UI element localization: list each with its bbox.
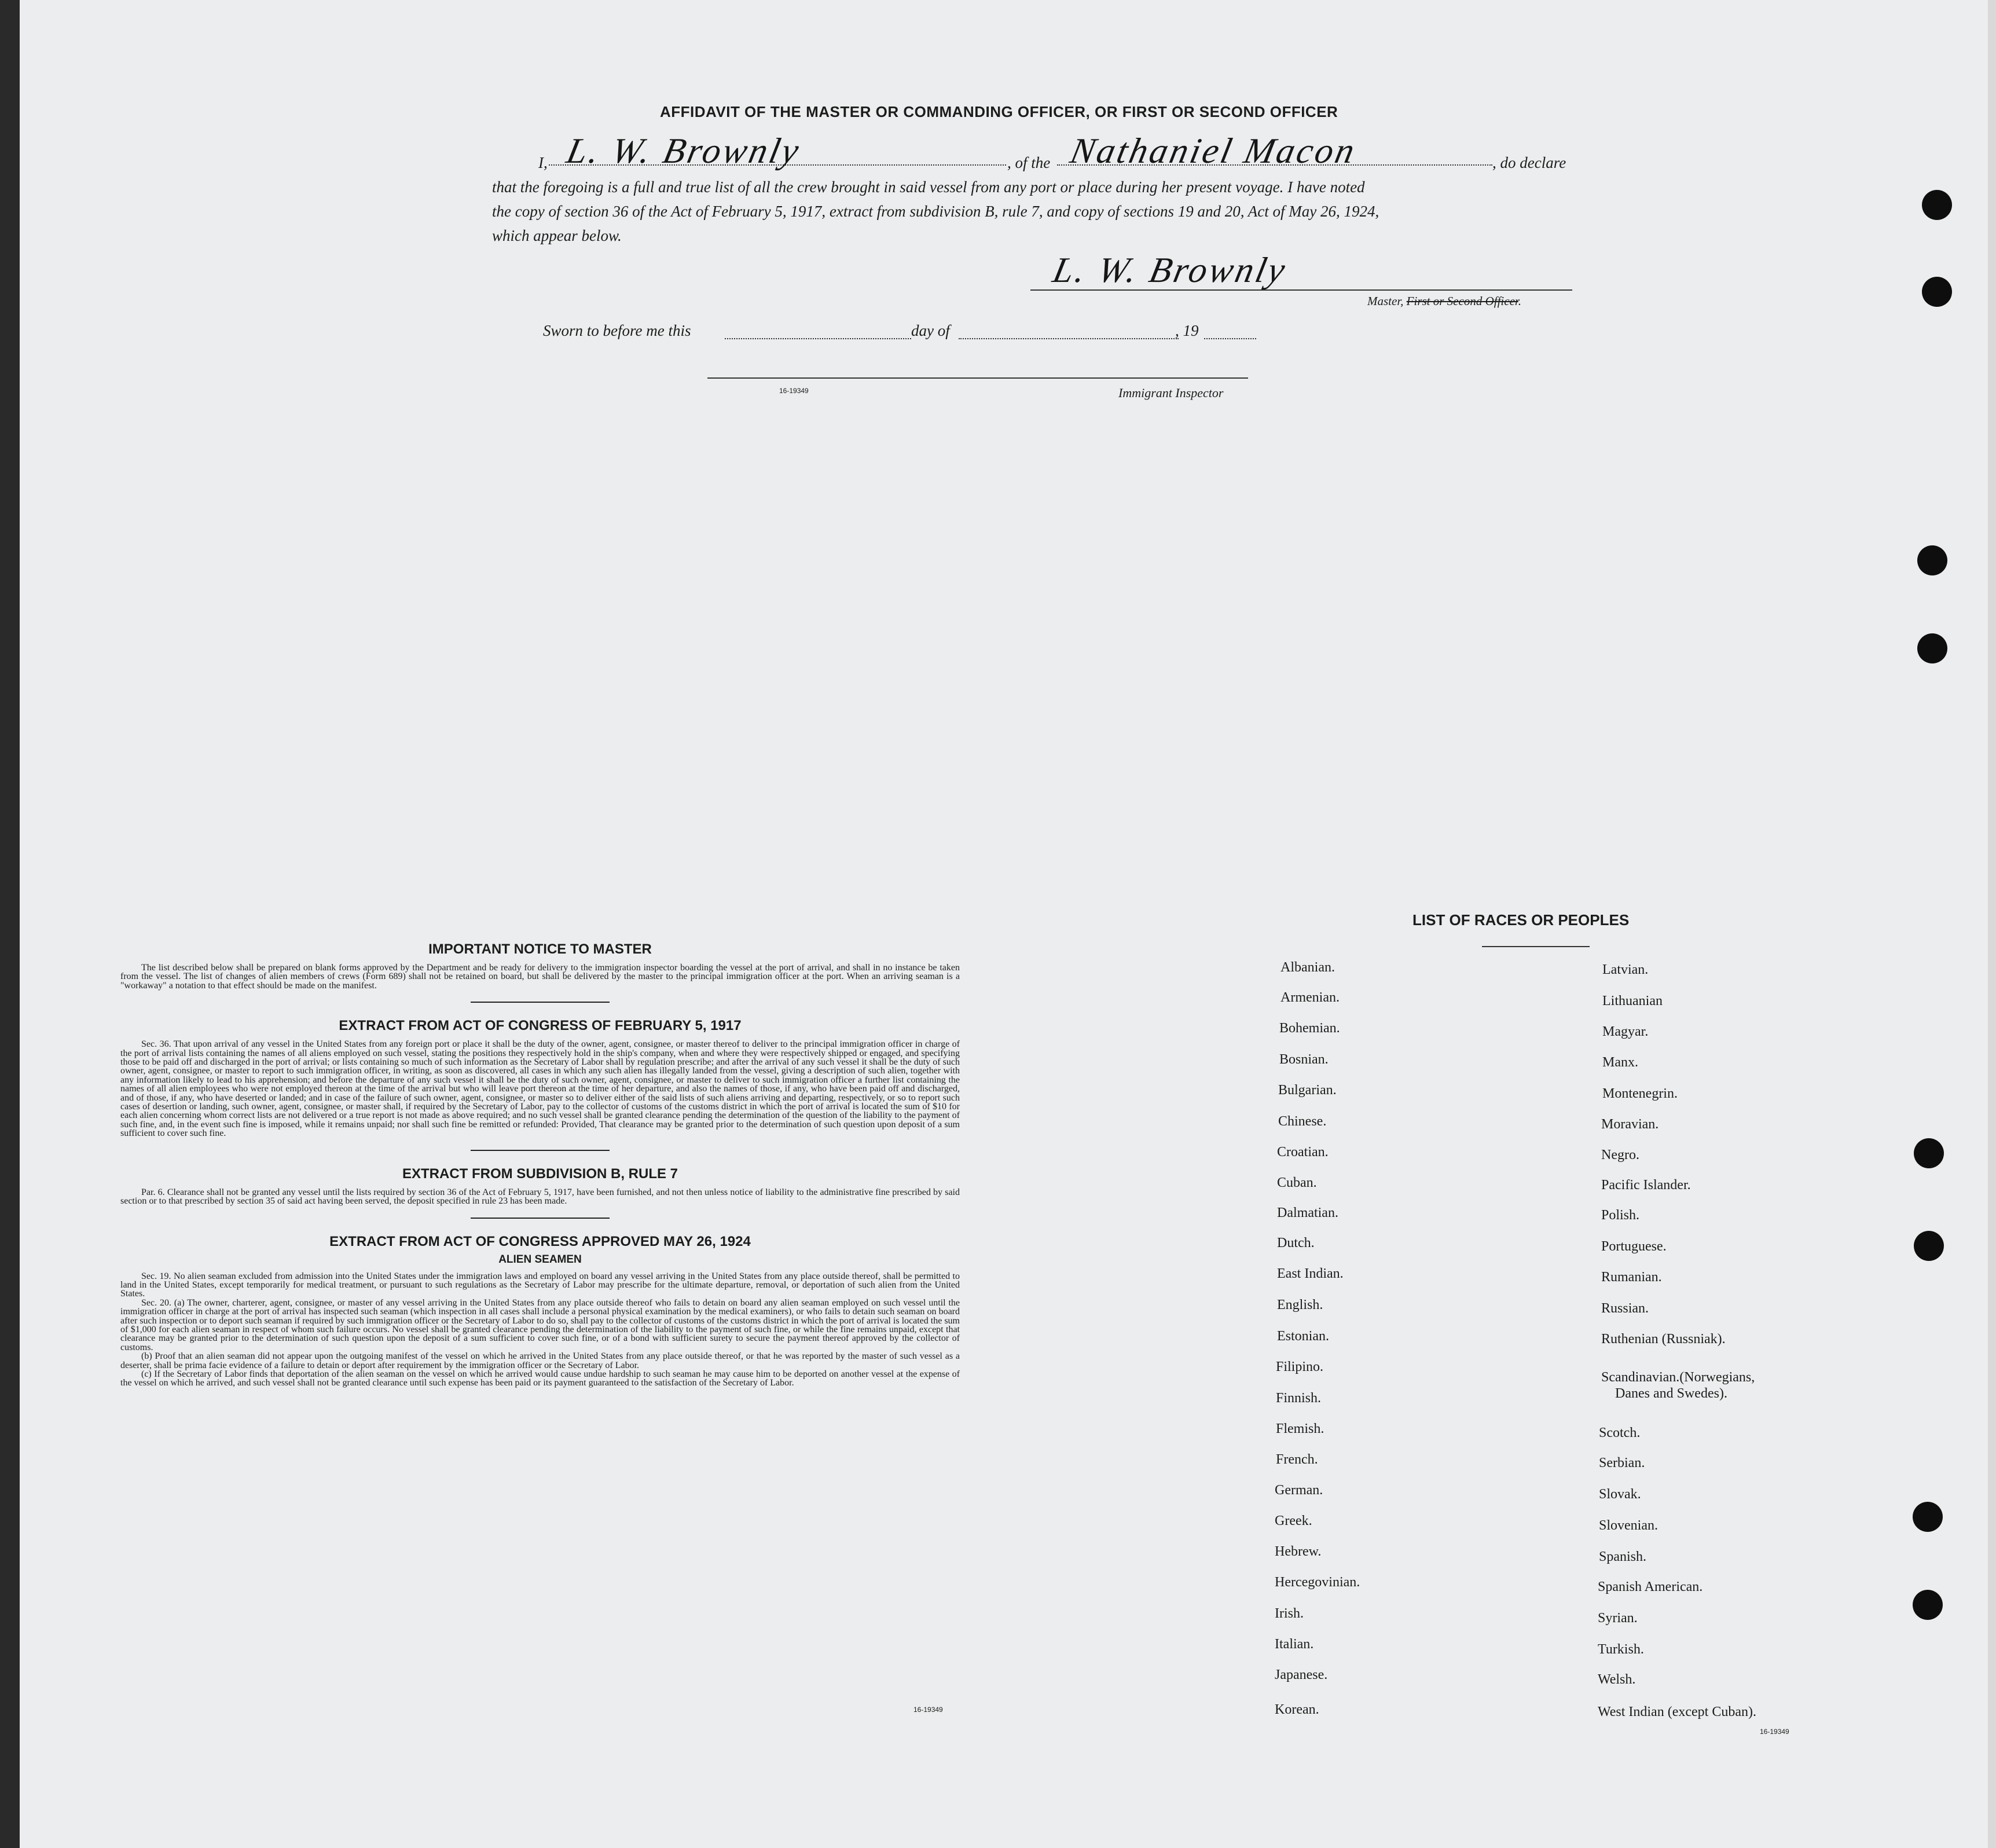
race-item: Slovak. <box>1599 1487 1641 1502</box>
affidavit-i-label: I, <box>538 154 548 171</box>
extract-1917-title: EXTRACT FROM ACT OF CONGRESS OF FEBRUARY 5, 1917 <box>339 1018 742 1034</box>
notice-text: The list described below shall be prepared on blank forms approved by the Department and be ready for delivery to the immigration inspector boarding the vessel at the port of arrival, and shall in no instance be taken from the vessel. The list of changes of alien members of crews (Form 689) shall not be retained on board, but shall be delivered by the master to the principal immigration officer at the port. When an arriving seaman is a "workaway" a notation to that effect should be made on the manifest. <box>120 963 960 991</box>
race-item: Lithuanian <box>1602 993 1663 1009</box>
race-item: Moravian. <box>1601 1117 1659 1132</box>
race-item: German. <box>1275 1483 1323 1498</box>
extract-1924-sec20b: (b) Proof that an alien seaman did not appear upon the outgoing manifest of the vessel on which he arrived in the United States from any place outside thereof, or that he was reported by the master of such vessel as a deserter, shall be prima facie evidence of a failure to detain or deport after requirement by the immigration officer or the Secretary of Labor. <box>120 1351 960 1370</box>
inspector-label: Immigrant Inspector <box>1118 386 1224 400</box>
inspector-signature-line <box>707 377 1248 379</box>
race-item: Syrian. <box>1598 1611 1638 1626</box>
race-item: Scotch. <box>1599 1425 1641 1440</box>
of-the-label: , of the <box>1007 154 1051 171</box>
race-item: Finnish. <box>1276 1391 1322 1406</box>
race-item: Albanian. <box>1280 960 1335 975</box>
signer-role <box>1367 294 1521 309</box>
binder-hole <box>1913 1502 1943 1532</box>
race-item: Bulgarian. <box>1278 1083 1337 1098</box>
extract-rule7-text: Par. 6. Clearance shall not be granted any vessel until the lists required by section 36 of the Act of February 5, 1917, have been furnished, and not then unless notice of liability to the administrative fine prescribed by said section or to that prescribed by section 35 of said act having been served, the deposit specified in rule 23 has been made. <box>120 1187 960 1207</box>
race-item: Serbian. <box>1599 1455 1645 1471</box>
race-item: Bohemian. <box>1279 1021 1340 1036</box>
binder-hole <box>1914 1231 1944 1261</box>
extract-1924-sec20a: Sec. 20. (a) The owner, charterer, agent, consignee, or master of any vessel arriving in the United States from any place outside thereof who fails to detain on board any alien seaman employed on such vessel until the immigration officer in charge at the port of arrival has inspected such seaman (which inspection in all cases shall include a personal physical examination by the medical examiners), or who fails to detain such seaman on board after such inspection or to deport such seaman if required by such immigration officer or the Secretary of Labor to do so, shall pay to the collector of customs of the customs district in which the port of arrival is located the sum of $1,000 for each alien seaman in respect of whom such failure occurs. No vessel shall be granted clearance pending the determination of the liability to the payment of such fine, or while the fine remains unpaid, except that clearance may be granted prior to the determination of such question upon the deposit of a sum sufficient to cover such fine, or of a bond with sufficient surety to secure the payment thereof approved by the collector of customs. <box>120 1297 960 1352</box>
extract-1924-title: EXTRACT FROM ACT OF CONGRESS APPROVED MAY 26, 1924 <box>329 1233 751 1249</box>
affidavit-body-line-2: the copy of section 36 of the Act of February 5, 1917, extract from subdivision B, rule 7, and copy of sections 19 and 20, Act of May 26, 1924, <box>492 203 1379 220</box>
binder-hole <box>1913 1590 1943 1620</box>
binder-hole <box>1922 277 1952 307</box>
race-item: Montenegrin. <box>1602 1086 1678 1101</box>
race-item: Korean. <box>1275 1702 1319 1717</box>
race-item: Chinese. <box>1278 1114 1327 1129</box>
race-item: Ruthenian (Russniak). <box>1601 1332 1726 1347</box>
year-prefix-label: , 19 <box>1175 322 1199 339</box>
binder-hole <box>1917 545 1947 575</box>
binder-hole <box>1917 633 1947 663</box>
signer-role-end: . <box>1518 294 1521 308</box>
signature-line <box>1030 289 1572 291</box>
race-item: Filipino. <box>1276 1359 1324 1374</box>
race-item: Magyar. <box>1602 1024 1649 1039</box>
extracts-form-number: 16-19349 <box>913 1706 943 1714</box>
vessel-name-handwritten: Nathaniel Macon <box>1066 131 1360 171</box>
race-item: Estonian. <box>1277 1329 1329 1344</box>
master-signature: L. W. Brownly <box>1049 251 1291 290</box>
race-item: Italian. <box>1275 1637 1314 1652</box>
race-item: Danes and Swedes). <box>1615 1386 1727 1401</box>
race-item: Polish. <box>1601 1208 1640 1223</box>
race-item: West Indian (except Cuban). <box>1598 1704 1756 1719</box>
race-item: Hebrew. <box>1275 1544 1322 1559</box>
sworn-label: Sworn to before me this <box>543 322 691 339</box>
extract-rule7-title: EXTRACT FROM SUBDIVISION B, RULE 7 <box>402 1165 678 1182</box>
race-item: Russian. <box>1601 1301 1649 1316</box>
extract-1917-text: Sec. 36. That upon arrival of any vessel in the United States from any foreign port or place it shall be the duty of the owner, agent, consignee, or master thereof to deliver to the principal immigration officer in charge of the port of arrival lists containing the names of all aliens employed on such vessel, stating the positions they respectively hold in the ship's company, when and where they were respectively shipped or engaged, and specifying those to be paid off and discharged in the port of arrival; or lists containing so much of such information as the Secretary of Labor shall by regulation prescribe; and after the arrival of any such vessel it shall be the duty of such owner, agent, consignee, or master to report to such immigration officer, in writing, as soon as discovered, all cases in which any such alien has illegally landed from the vessel, giving a description of such alien, together with any information likely to lead to his apprehension; and before the departure of any such vessel it shall be the duty of such owner, agent, consignee, or master to deliver to such immigration officer a further list containing the names of all alien employees who were not employed thereon at the time of the arrival but who will leave port thereon at the time of her departure, and also the names of those, if any, who have been paid off and discharged, and of those, if any, who have deserted or landed; and in case of the failure of such owner, agent, consignee, or master so to deliver either of the said lists of such aliens arriving and departing, respectively, or so to report such cases of desertion or landing, such owner, agent, consignee, or master shall, if required by the Secretary of Labor, pay to the collector of customs of the customs district in which the port of arrival is located the sum of $10 for each alien concerning whom correct lists are not delivered or a true report is not made as above required; and no such vessel shall be granted clearance pending the determination of the question of the liability to the payment of such fine, and, in the event such fine is imposed, while it remains unpaid; nor shall such fine be remitted or refunded: Provided, That clearance may be granted prior to the determination of such question upon deposit of a sum sufficient to cover such fine. <box>120 1039 960 1139</box>
race-item: Spanish American. <box>1598 1579 1703 1594</box>
race-item: French. <box>1276 1452 1318 1467</box>
notice-title: IMPORTANT NOTICE TO MASTER <box>428 941 652 957</box>
race-item: East Indian. <box>1277 1266 1344 1281</box>
officer-name-signature: L. W. Brownly <box>563 131 805 171</box>
race-item: Armenian. <box>1280 990 1340 1005</box>
do-declare-label: , do declare <box>1492 154 1566 171</box>
sworn-year-line <box>1204 338 1256 339</box>
binder-hole <box>1914 1138 1944 1168</box>
affidavit-form-number: 16-19349 <box>779 387 809 395</box>
race-item: Hercegovinian. <box>1275 1575 1360 1590</box>
races-title-rule <box>1482 946 1590 947</box>
notice-section <box>120 941 960 1388</box>
race-item: Latvian. <box>1602 962 1649 977</box>
affidavit-title: AFFIDAVIT OF THE MASTER OR COMMANDING OFFICER, OR FIRST OR SECOND OFFICER <box>660 103 1338 120</box>
race-item: Cuban. <box>1277 1175 1317 1190</box>
race-item: Greek. <box>1275 1513 1312 1528</box>
race-item: Negro. <box>1601 1147 1639 1163</box>
race-item: Spanish. <box>1599 1549 1647 1564</box>
extract-1924-sec19: Sec. 19. No alien seaman excluded from admission into the United States under the immigration laws and employed on board any vessel arriving in the United States from any place outside thereof, shall be permitted to land in the United States, except temporarily for medical treatment, or pursuant to such regulations as the Secretary of Labor may prescribe for the ultimate departure, removal, or deportation of such alien from the United States. <box>120 1271 960 1299</box>
sworn-month-line <box>959 338 1179 339</box>
sworn-day-line <box>725 338 911 339</box>
separator <box>471 1218 610 1219</box>
affidavit-body-line-3: which appear below. <box>492 227 622 244</box>
scan-border-right <box>1988 0 1996 1848</box>
race-item: Flemish. <box>1276 1421 1324 1436</box>
separator <box>471 1150 610 1151</box>
affidavit-body-line-1: that the foregoing is a full and true list of all the crew brought in said vessel from any port or place during her present voyage. I have noted <box>492 178 1365 196</box>
separator <box>471 1002 610 1003</box>
day-of-label: day of <box>911 322 950 339</box>
race-item: Welsh. <box>1598 1672 1636 1687</box>
race-item: Manx. <box>1602 1055 1638 1070</box>
race-item: Portuguese. <box>1601 1239 1667 1254</box>
race-item: Croatian. <box>1277 1145 1329 1160</box>
race-item: Dutch. <box>1277 1235 1315 1251</box>
extract-1924-subtitle: ALIEN SEAMEN <box>498 1253 582 1266</box>
race-item: Pacific Islander. <box>1601 1178 1691 1193</box>
race-item: Dalmatian. <box>1277 1205 1338 1220</box>
binder-hole <box>1922 190 1952 220</box>
race-item: Japanese. <box>1275 1667 1328 1682</box>
race-item: Scandinavian.(Norwegians, <box>1601 1370 1755 1385</box>
race-item: English. <box>1277 1297 1323 1312</box>
race-item: Turkish. <box>1598 1642 1644 1657</box>
race-item: Irish. <box>1275 1606 1304 1621</box>
races-title: LIST OF RACES OR PEOPLES <box>1412 911 1630 929</box>
race-item: Bosnian. <box>1279 1052 1329 1067</box>
races-form-number: 16-19349 <box>1760 1728 1789 1736</box>
signer-role-struck: First or Second Officer <box>1406 294 1518 308</box>
scan-border-left <box>0 0 20 1848</box>
signer-role-master: Master, <box>1367 294 1404 308</box>
race-item: Rumanian. <box>1601 1270 1662 1285</box>
extract-1924-sec20c: (c) If the Secretary of Labor finds that deportation of the alien seaman on the vessel on which he arrived would cause undue hardship to such seaman he may cause him to be deported on another vessel at the expense of the vessel on which he arrived, and such vessel shall not be granted clearance until such expense has been paid or its payment guaranteed to the satisfaction of the Secretary of Labor. <box>120 1369 960 1388</box>
race-item: Slovenian. <box>1599 1518 1658 1533</box>
